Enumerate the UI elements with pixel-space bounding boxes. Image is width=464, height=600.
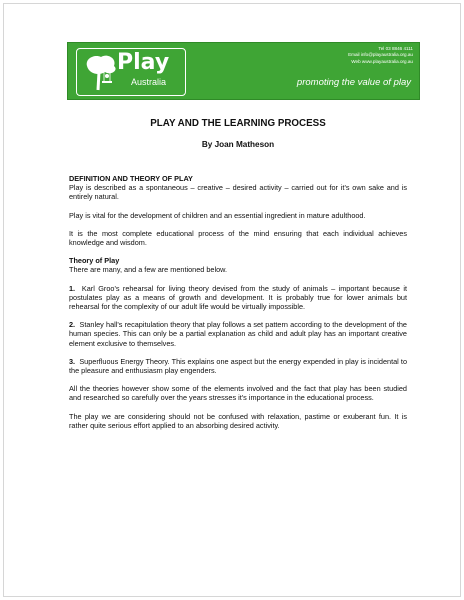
paragraph: There are many, and a few are mentioned below. — [69, 265, 228, 275]
paragraph: It is the most complete educational process of the mind ensuring that each individual achieves knowledge and wisdom. — [69, 228, 407, 248]
tagline: promoting the value of play — [296, 77, 411, 88]
contact-tel: Tel 03 8846 4111 — [378, 46, 413, 51]
item-text: Stanley hall's recapitulation theory that play follows a set pattern according to the development of the human species. This can only be a partial explanation as child and adult play has an important creative element exclusive to themselves. — [69, 320, 407, 348]
document-title: PLAY AND THE LEARNING PROCESS — [150, 118, 326, 129]
list-item — [69, 357, 407, 375]
item-number: 1. — [69, 283, 76, 293]
paragraph: Play is described as a spontaneous – creative – desired activity – carried out for it's own sake and is entirely natural. — [69, 183, 407, 202]
item-number: 3. — [69, 356, 76, 366]
paragraph: The play we are considering should not be confused with relaxation, pastime or exuberant fun. It is rather quite serious effort applied to an absorbing desired activity. — [69, 411, 407, 430]
item-text: Karl Groo's rehearsal for living theory devised from the study of animals – important because it postulates play as a means of growth and development. It is probably true for lower animals but rehearsal for the complexity of our adult life would be virtually impossible. — [69, 283, 408, 312]
item-text: Superfluous Energy Theory. This explains one aspect but the energy expended in play is incidental to the pleasure and enthusiasm play engenders. — [69, 356, 407, 376]
list-item — [69, 320, 407, 348]
contact-email: Email info@playaustralia.org.au — [348, 52, 413, 58]
paragraph: Play is vital for the development of children and an essential ingredient in mature adulthood. — [69, 210, 366, 220]
document-author: By Joan Matheson — [201, 140, 275, 149]
list-item — [69, 284, 407, 312]
paragraph: All the theories however show some of the elements involved and the fact that play has been studied and researched so carefully over the years stresses it's importance in the educational process. — [69, 384, 407, 403]
contact-block — [348, 46, 413, 65]
play-australia-logo — [76, 48, 186, 96]
tree-swing-icon — [81, 52, 121, 92]
theory-heading: Theory of Play — [69, 256, 120, 266]
section-heading: DEFINITION AND THEORY OF PLAY — [69, 174, 193, 183]
item-number: 2. — [69, 320, 76, 330]
logo-subtitle: Australia — [131, 77, 167, 87]
header-banner — [67, 42, 420, 100]
logo-word: Play — [117, 50, 170, 75]
contact-web: Web www.playaustralia.org.au — [351, 58, 413, 64]
document-body — [69, 118, 407, 430]
